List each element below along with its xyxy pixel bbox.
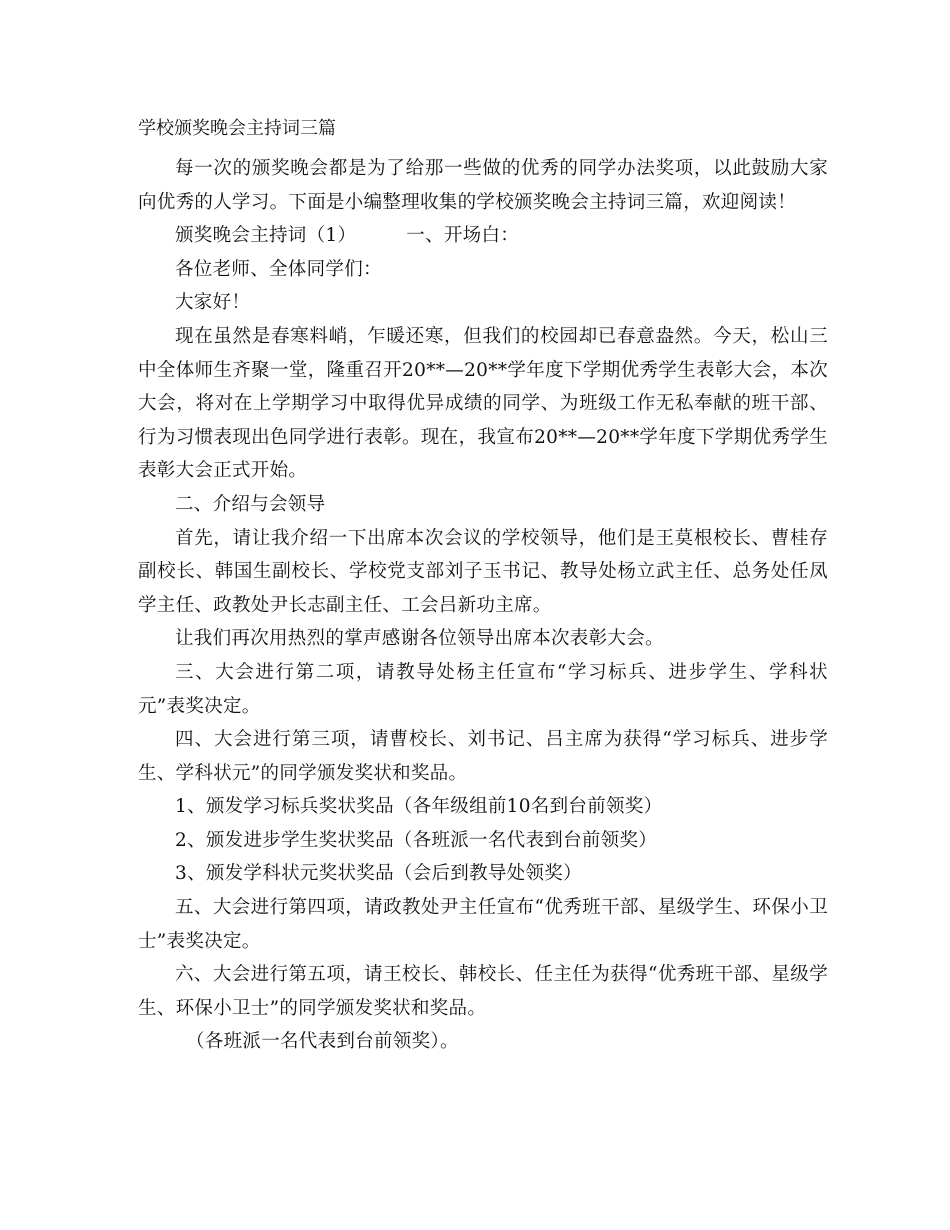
document-title: 学校颁奖晚会主持词三篇	[138, 118, 336, 139]
leaders-heading: 二、介绍与会领导	[175, 493, 326, 515]
thanks-paragraph: 让我们再次用热烈的掌声感谢各位领导出席本次表彰大会。	[175, 628, 664, 650]
item-three-paragraph: 三、大会进行第二项，请教导处杨主任宣布“学习标兵、进步学生、学科状元”表奖决定。	[138, 661, 828, 717]
award-item-2: 2、颁发进步学生奖状奖品（各班派一名代表到台前领奖）	[175, 829, 658, 851]
representative-note: （各班派一名代表到台前领奖）。	[186, 1031, 459, 1053]
leaders-paragraph: 首先，请让我介绍一下出席本次会议的学校领导，他们是王莫根校长、曹桂存副校长、韩国生副校长、学校党支部刘子玉书记、教导处杨立武主任、总务处任凤学主任、政教处尹长志副主任、工会吕新功主席。	[138, 527, 828, 616]
award-item-1: 1、颁发学习标兵奖状奖品（各年级组前10名到台前领奖）	[175, 796, 663, 818]
hello-paragraph: 大家好！	[175, 292, 251, 314]
section-heading: 颁奖晚会主持词（1）	[175, 225, 357, 247]
opening-heading: 一、开场白：	[406, 225, 520, 247]
section-heading-line	[138, 219, 828, 253]
item-six-paragraph: 六、大会进行第五项，请王校长、韩校长、任主任为获得“优秀班干部、星级学生、环保小卫士”的同学颁发奖状和奖品。	[138, 964, 828, 1019]
item-five-paragraph: 五、大会进行第四项，请政教处尹主任宣布“优秀班干部、星级学生、环保小卫士”表奖决定。	[138, 897, 828, 952]
intro-paragraph: 每一次的颁奖晚会都是为了给那一些做的优秀的同学办法奖项，以此鼓励大家向优秀的人学习。下面是小编整理收集的学校颁奖晚会主持词三篇，欢迎阅读！	[138, 158, 828, 213]
award-item-3: 3、颁发学科状元奖状奖品（会后到教导处领奖）	[175, 863, 582, 885]
item-four-paragraph: 四、大会进行第三项，请曹校长、刘书记、吕主席为获得“学习标兵、进步学生、学科状元”的同学颁发奖状和奖品。	[138, 729, 828, 784]
document-body	[138, 152, 828, 1059]
greeting-paragraph: 各位老师、全体同学们：	[175, 258, 382, 280]
opening-paragraph: 现在虽然是春寒料峭，乍暖还寒，但我们的校园却已春意盎然。今天，松山三中全体师生齐聚一堂，隆重召开20**—20**学年度下学期优秀学生表彰大会，本次大会，将对在上学期学习中取得优异成绩的同学、为班级工作无私奉献的班干部、行为习惯表现出色同学进行表彰。现在，我宣布20**—20**学年度下学期优秀学生表彰大会正式开始。	[138, 325, 828, 482]
